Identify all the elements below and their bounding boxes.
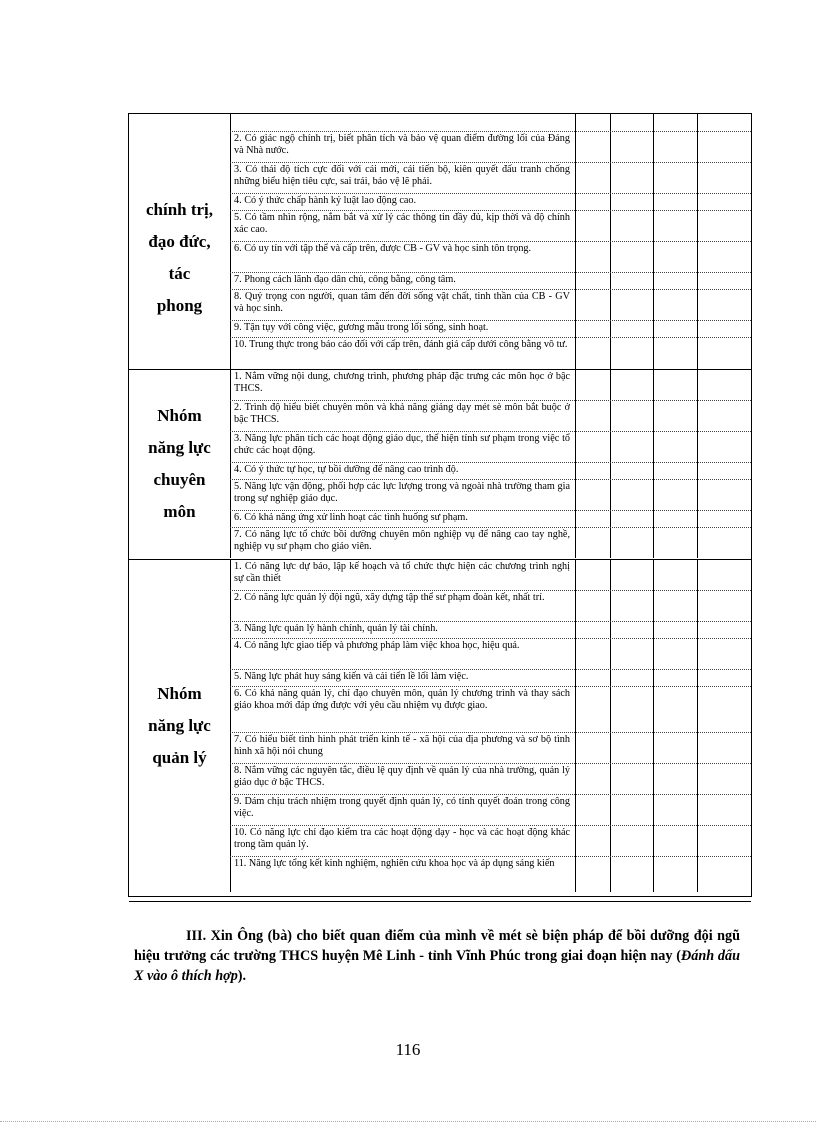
group-label-line: đạo đức, <box>148 231 211 251</box>
criteria-row <box>230 290 751 321</box>
rating-cell[interactable] <box>653 826 697 856</box>
group-label-line: Nhóm <box>157 684 202 703</box>
rating-cell[interactable] <box>697 114 753 131</box>
criteria-group <box>129 559 751 892</box>
criteria-text: 6. Có khả năng quản lý, chỉ đạo chuyên môn, quản lý chương trình và thay sách giáo khoa mới đáp ứng được với yêu cầu nhiệm vụ được giao. <box>234 688 570 711</box>
rating-cell[interactable] <box>653 639 697 669</box>
rating-cell[interactable] <box>610 795 653 825</box>
question-text: III. Xin Ông (bà) cho biết quan điểm của mình về mét sè biện pháp để bồi dưỡng đội ngũ hiệu trưởng các trường THCS huyện Mê Linh - tỉnh Vĩnh Phúc trong giai đoạn hiện nay ( <box>134 928 740 964</box>
group-label <box>129 114 231 369</box>
group-label-line: Nhóm <box>157 406 202 425</box>
page-bottom-rule <box>0 1121 816 1122</box>
rating-cell[interactable] <box>697 511 753 527</box>
criteria-row <box>230 401 751 432</box>
group-label-line: năng lực <box>148 438 211 457</box>
criteria-row <box>230 591 751 622</box>
criteria-row <box>230 114 751 132</box>
group-label-line: môn <box>163 502 196 521</box>
page-number: 116 <box>395 1040 421 1059</box>
rating-cell[interactable] <box>697 242 753 272</box>
rating-cell[interactable] <box>653 321 697 337</box>
rating-cell[interactable] <box>653 511 697 527</box>
rating-cell[interactable] <box>653 273 697 289</box>
rating-cell[interactable] <box>610 560 653 590</box>
rating-cell[interactable] <box>653 463 697 479</box>
rating-cell[interactable] <box>697 480 753 510</box>
criteria-text: 4. Có ý thức chấp hành kỷ luật lao động cao. <box>234 195 417 206</box>
criteria-text: 9. Tận tụy với công việc, gương mẫu trong lối sống, sinh hoạt. <box>234 322 489 333</box>
criteria-text: 7. Có hiểu biết tình hình phát triển kinh tế - xã hội của địa phương và sơ bộ tình hình xã hội nói chung <box>234 734 570 757</box>
rating-cell[interactable] <box>610 639 653 669</box>
rating-cell[interactable] <box>653 194 697 210</box>
rating-cell[interactable] <box>697 622 753 638</box>
rating-cell[interactable] <box>575 242 610 272</box>
rating-cell[interactable] <box>610 622 653 638</box>
rating-cell[interactable] <box>575 795 610 825</box>
rating-cell[interactable] <box>697 826 753 856</box>
rating-cell[interactable] <box>697 639 753 669</box>
rating-cell[interactable] <box>697 163 753 193</box>
rating-cell[interactable] <box>697 211 753 241</box>
rating-cell[interactable] <box>610 480 653 510</box>
rating-cell[interactable] <box>610 290 653 320</box>
rating-cell[interactable] <box>610 401 653 431</box>
group-label-line: tác <box>168 263 191 283</box>
criteria-row <box>230 463 751 480</box>
rating-cell[interactable] <box>697 463 753 479</box>
rating-cell[interactable] <box>610 857 653 893</box>
criteria-text: 1. Có năng lực dự báo, lập kế hoạch và tổ chức thực hiện các chương trình nghị sự cần thiết <box>234 561 570 584</box>
rating-cell[interactable] <box>610 242 653 272</box>
criteria-text: 2. Trình độ hiểu biết chuyên môn và khả năng giảng dạy mét sè môn bắt buộc ở bậc THCS. <box>234 402 570 425</box>
criteria-text: 10. Có năng lực chỉ đạo kiểm tra các hoạt động dạy - học và các hoạt động khác trong tầm quản lý. <box>234 827 570 850</box>
criteria-row <box>230 687 751 733</box>
rating-cell[interactable] <box>575 639 610 669</box>
criteria-row <box>230 639 751 670</box>
rating-cell[interactable] <box>653 211 697 241</box>
criteria-group <box>129 369 751 558</box>
rating-cell[interactable] <box>575 480 610 510</box>
rating-cell[interactable] <box>575 687 610 732</box>
rating-cell[interactable] <box>610 321 653 337</box>
rating-cell[interactable] <box>653 370 697 400</box>
rating-cell[interactable] <box>575 114 610 131</box>
group-label-line: năng lực <box>148 716 211 735</box>
rating-cell[interactable] <box>697 401 753 431</box>
criteria-text: 6. Có uy tín với tập thể và cấp trên, được CB - GV và học sinh tôn trọng. <box>234 243 532 254</box>
criteria-row <box>230 480 751 511</box>
criteria-row <box>230 560 751 591</box>
rating-cell[interactable] <box>610 670 653 686</box>
criteria-text: 8. Quý trọng con người, quan tâm đến đời sống vật chất, tinh thần của CB - GV và học sinh. <box>234 291 570 314</box>
criteria-row <box>230 733 751 764</box>
rating-cell[interactable] <box>653 670 697 686</box>
rating-cell[interactable] <box>653 528 697 559</box>
evaluation-table <box>128 113 752 897</box>
rating-cell[interactable] <box>697 321 753 337</box>
question-paragraph <box>134 926 740 986</box>
rating-cell[interactable] <box>653 795 697 825</box>
criteria-row <box>230 670 751 687</box>
rating-cell[interactable] <box>697 273 753 289</box>
rating-cell[interactable] <box>575 370 610 400</box>
rating-cell[interactable] <box>575 163 610 193</box>
rating-cell[interactable] <box>653 733 697 763</box>
rating-cell[interactable] <box>575 401 610 431</box>
rating-cell[interactable] <box>575 528 610 559</box>
rating-cell[interactable] <box>575 194 610 210</box>
group-label <box>129 560 231 892</box>
rating-cell[interactable] <box>610 764 653 794</box>
criteria-row <box>230 194 751 211</box>
rating-cell[interactable] <box>575 733 610 763</box>
rating-cell[interactable] <box>575 560 610 590</box>
rating-cell[interactable] <box>697 290 753 320</box>
rating-cell[interactable] <box>575 826 610 856</box>
rating-cell[interactable] <box>653 857 697 893</box>
rating-cell[interactable] <box>697 857 753 893</box>
criteria-text: 11. Năng lực tổng kết kinh nghiệm, nghiên cứu khoa học và áp dụng sáng kiến <box>234 858 555 869</box>
group-label-line <box>146 162 213 194</box>
criteria-text: 10. Trung thực trong báo cáo đối với cấp trên, đánh giá cấp dưới công bằng vô tư. <box>234 339 568 350</box>
rating-cell[interactable] <box>610 273 653 289</box>
criteria-group <box>129 114 751 369</box>
criteria-text: 3. Năng lực phân tích các hoạt động giáo dục, thể hiện tính sư phạm trong việc tổ chức các hoạt động. <box>234 433 570 456</box>
rating-cell[interactable] <box>575 463 610 479</box>
rating-cell[interactable] <box>697 733 753 763</box>
rating-cell[interactable] <box>697 132 753 162</box>
rating-cell[interactable] <box>697 560 753 590</box>
criteria-text: 9. Dám chịu trách nhiệm trong quyết định quản lý, có tính quyết đoán trong công việc. <box>234 796 570 819</box>
criteria-row <box>230 764 751 795</box>
rating-cell[interactable] <box>575 622 610 638</box>
rating-cell[interactable] <box>653 480 697 510</box>
criteria-row <box>230 163 751 194</box>
criteria-text: 2. Có giác ngộ chính trị, biết phân tích và bảo vệ quan điểm đường lối của Đảng và Nhà nước. <box>234 133 570 156</box>
rating-cell[interactable] <box>697 591 753 621</box>
rating-cell[interactable] <box>575 290 610 320</box>
rating-cell[interactable] <box>653 338 697 369</box>
criteria-text: 5. Năng lực phát huy sáng kiến và cải tiến lề lối làm việc. <box>234 671 469 682</box>
rating-cell[interactable] <box>697 338 753 369</box>
rating-cell[interactable] <box>575 132 610 162</box>
criteria-text: 4. Có ý thức tự học, tự bồi dưỡng để nâng cao trình độ. <box>234 464 459 475</box>
criteria-row <box>230 132 751 163</box>
rating-cell[interactable] <box>610 163 653 193</box>
rating-cell[interactable] <box>653 290 697 320</box>
rating-cell[interactable] <box>575 321 610 337</box>
criteria-text: 3. Có thái độ tích cực đối với cái mới, cái tiến bộ, kiên quyết đấu tranh chống những biểu hiện tiêu cực, sai trái, bảo vệ lẽ phải. <box>234 164 570 187</box>
rating-cell[interactable] <box>610 463 653 479</box>
rating-cell[interactable] <box>575 211 610 241</box>
criteria-row <box>230 432 751 463</box>
rating-cell[interactable] <box>653 163 697 193</box>
rating-cell[interactable] <box>610 211 653 241</box>
rating-cell[interactable] <box>575 764 610 794</box>
criteria-text: 2. Có năng lực quản lý đội ngũ, xây dựng tập thể sư phạm đoàn kết, nhất trí. <box>234 592 545 603</box>
rating-cell[interactable] <box>610 338 653 369</box>
rating-cell[interactable] <box>575 511 610 527</box>
group-label-line: chuyên <box>153 470 206 489</box>
rating-cell[interactable] <box>697 194 753 210</box>
criteria-row <box>230 211 751 242</box>
criteria-row <box>230 622 751 639</box>
rating-cell[interactable] <box>697 764 753 794</box>
criteria-text: 7. Phong cách lãnh đạo dân chủ, công bằng, công tâm. <box>234 274 456 285</box>
rating-cell[interactable] <box>653 560 697 590</box>
rating-cell[interactable] <box>653 242 697 272</box>
criteria-row <box>230 321 751 338</box>
criteria-text: 5. Năng lực vận động, phối hợp các lực lượng trong và ngoài nhà trường tham gia trong sự nghiệp giáo dục. <box>234 481 570 504</box>
group-label-line: chính trị, <box>145 199 214 219</box>
criteria-row <box>230 857 751 893</box>
criteria-text: 8. Nắm vững các nguyên tắc, điều lệ quy định về quản lý của nhà trường, quản lý giáo dục ở bậc THCS. <box>234 765 570 788</box>
rating-cell[interactable] <box>697 432 753 462</box>
rating-cell[interactable] <box>653 622 697 638</box>
rating-cell[interactable] <box>610 528 653 559</box>
rating-cell[interactable] <box>653 591 697 621</box>
criteria-row <box>230 511 751 528</box>
criteria-text: 3. Năng lực quản lý hành chính, quản lý tài chính. <box>234 623 438 634</box>
rating-cell[interactable] <box>697 528 753 559</box>
rating-cell[interactable] <box>575 591 610 621</box>
question-instruction: Đánh dấu X vào ô thích hợp <box>134 948 740 984</box>
question-end: ). <box>237 968 247 984</box>
criteria-text: 5. Có tầm nhìn rộng, nắm bắt và xử lý các thông tin đầy đủ, kịp thời và độ chính xác cao. <box>234 212 570 235</box>
rating-cell[interactable] <box>610 591 653 621</box>
rating-cell[interactable] <box>653 687 697 732</box>
rating-cell[interactable] <box>697 370 753 400</box>
criteria-row <box>230 370 751 401</box>
rating-cell[interactable] <box>610 826 653 856</box>
rating-cell[interactable] <box>697 795 753 825</box>
rating-cell[interactable] <box>653 432 697 462</box>
rating-cell[interactable] <box>653 132 697 162</box>
criteria-row <box>230 826 751 857</box>
rating-cell[interactable] <box>653 764 697 794</box>
criteria-text: 4. Có năng lực giao tiếp và phương pháp làm việc khoa học, hiệu quả. <box>234 640 520 651</box>
criteria-row <box>230 242 751 273</box>
rating-cell[interactable] <box>610 370 653 400</box>
criteria-row <box>230 273 751 290</box>
rating-cell[interactable] <box>610 733 653 763</box>
criteria-text: 7. Có năng lực tổ chức bồi dưỡng chuyên môn nghiệp vụ để nâng cao tay nghề, nghiệp vụ sư phạm cho giáo viên. <box>234 529 570 552</box>
group-label <box>129 370 231 558</box>
rating-cell[interactable] <box>610 687 653 732</box>
criteria-row <box>230 338 751 369</box>
rating-cell[interactable] <box>697 670 753 686</box>
rating-cell[interactable] <box>575 338 610 369</box>
rating-cell[interactable] <box>610 511 653 527</box>
group-label-line: phong <box>156 295 203 315</box>
rating-cell[interactable] <box>653 114 697 131</box>
rating-cell[interactable] <box>575 670 610 686</box>
group-label-line: quản lý <box>152 748 207 767</box>
criteria-row <box>230 795 751 826</box>
criteria-text: 1. Nắm vững nội dung, chương trình, phương pháp đặc trưng các môn học ở bậc THCS. <box>234 371 570 394</box>
rating-cell[interactable] <box>610 432 653 462</box>
rating-cell[interactable] <box>697 687 753 732</box>
rating-cell[interactable] <box>575 273 610 289</box>
rating-cell[interactable] <box>610 114 653 131</box>
criteria-text: 6. Có khả năng ứng xử linh hoạt các tình huống sư phạm. <box>234 512 468 523</box>
criteria-row <box>230 528 751 559</box>
rating-cell[interactable] <box>653 401 697 431</box>
rating-cell[interactable] <box>610 194 653 210</box>
rating-cell[interactable] <box>610 132 653 162</box>
rating-cell[interactable] <box>575 857 610 893</box>
rating-cell[interactable] <box>575 432 610 462</box>
